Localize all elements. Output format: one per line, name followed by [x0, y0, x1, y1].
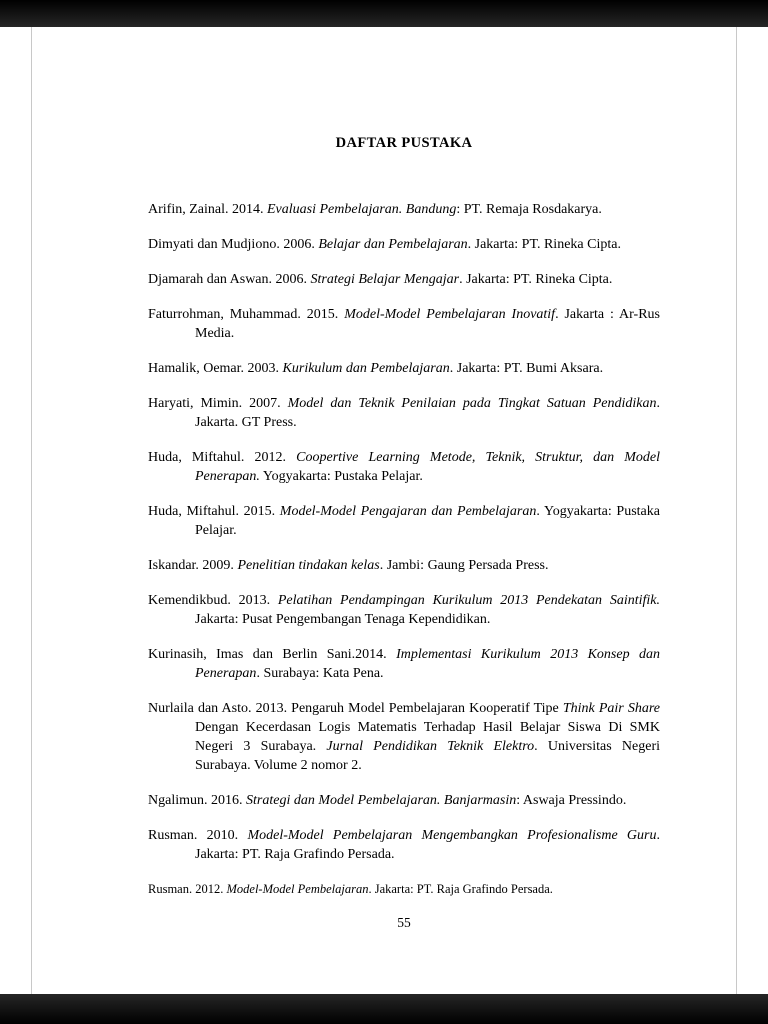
- reference-text-segment: Arifin, Zainal. 2014.: [148, 202, 267, 217]
- reference-entry: [148, 556, 660, 575]
- reference-entry: [148, 235, 660, 254]
- reference-italic-segment: Model-Model Pembelajaran Inovatif: [344, 307, 556, 322]
- reference-italic-segment: Belajar dan Pembelajaran: [318, 237, 468, 252]
- reference-italic-segment: Penelitian tindakan kelas: [237, 558, 380, 573]
- reference-list: [148, 200, 660, 899]
- reference-text-segment: . Jakarta: PT. Rineka Cipta.: [467, 237, 621, 252]
- reference-italic-segment: Strategi Belajar Mengajar: [310, 272, 460, 287]
- reference-entry: [148, 645, 660, 683]
- reference-text-segment: Ngalimun. 2016.: [148, 793, 246, 808]
- reference-text-segment: . Jakarta: PT. Raja Grafindo Persada.: [368, 882, 553, 896]
- reference-text-segment: Huda, Miftahul. 2012.: [148, 450, 297, 465]
- reference-entry: [148, 880, 660, 899]
- reference-text-segment: : Aswaja Pressindo.: [516, 793, 627, 808]
- reference-entry: [148, 200, 660, 219]
- reference-text-segment: . Jakarta : Ar-Rus Media.: [195, 307, 660, 341]
- reference-text-segment: Nurlaila dan Asto. 2013. Pengaruh Model Pembelajaran Kooperatif Tipe: [148, 701, 563, 716]
- page-title: DAFTAR PUSTAKA: [335, 135, 473, 151]
- reference-entry: [148, 699, 660, 775]
- page-number: 55: [397, 915, 411, 930]
- reference-text-segment: . Universitas Negeri Surabaya. Volume 2 nomor 2.: [195, 739, 661, 773]
- reference-text-segment: Hamalik, Oemar. 2003.: [148, 361, 283, 376]
- reference-entry: [148, 270, 660, 289]
- reference-text-segment: . Jakarta: PT. Raja Grafindo Persada.: [195, 828, 660, 862]
- reference-text-segment: Kurinasih, Imas dan Berlin Sani.2014.: [148, 647, 397, 662]
- reference-entry: [148, 394, 660, 432]
- viewer-bottom-edge: [0, 994, 768, 1024]
- reference-text-segment: Huda, Miftahul. 2015.: [148, 504, 280, 519]
- reference-text-segment: Dengan Kecerdasan Logis Matematis Terhadap Hasil Belajar Siswa Di SMK Negeri 3 Surabaya.: [195, 720, 660, 754]
- reference-text-segment: . Surabaya: Kata Pena.: [256, 666, 384, 681]
- reference-text-segment: Rusman. 2012.: [148, 882, 227, 896]
- reference-text-segment: Dimyati dan Mudjiono. 2006.: [148, 237, 319, 252]
- reference-text-segment: Faturrohman, Muhammad. 2015.: [148, 307, 345, 322]
- reference-entry: [148, 359, 660, 378]
- viewer-top-edge: [0, 0, 768, 27]
- reference-italic-segment: Think Pair Share: [562, 701, 660, 716]
- reference-italic-segment: Coopertive Learning Metode, Teknik, Struktur, dan Model Penerapan.: [195, 450, 660, 484]
- reference-text-segment: . Yogyakarta: Pustaka Pelajar.: [195, 504, 660, 538]
- reference-text-segment: Haryati, Mimin. 2007.: [148, 396, 288, 411]
- reference-entry: [148, 591, 660, 629]
- reference-italic-segment: Strategi dan Model Pembelajaran. Banjarmasin: [246, 793, 517, 808]
- document-page: [32, 27, 736, 994]
- reference-text-segment: : PT. Remaja Rosdakarya.: [456, 202, 602, 217]
- reference-text-segment: . Jakarta: PT. Bumi Aksara.: [449, 361, 604, 376]
- reference-italic-segment: Pelatihan Pendampingan Kurikulum 2013 Pendekatan Saintifik.: [277, 593, 660, 608]
- reference-text-segment: . Jambi: Gaung Persada Press.: [379, 558, 549, 573]
- reference-text-segment: Iskandar. 2009.: [148, 558, 238, 573]
- reference-italic-segment: Evaluasi Pembelajaran. Bandung: [266, 202, 457, 217]
- reference-text-segment: Djamarah dan Aswan. 2006.: [148, 272, 311, 287]
- reference-text-segment: Jakarta: Pusat Pengembangan Tenaga Kependidikan.: [195, 612, 491, 627]
- reference-italic-segment: Model dan Teknik Penilaian pada Tingkat Satuan Pendidikan: [287, 396, 657, 411]
- reference-entry: [148, 448, 660, 486]
- reference-text-segment: Yogyakarta: Pustaka Pelajar.: [259, 469, 423, 484]
- reference-text-segment: Rusman. 2010.: [148, 828, 248, 843]
- reference-entry: [148, 305, 660, 343]
- reference-italic-segment: Model-Model Pengajaran dan Pembelajaran: [279, 504, 537, 519]
- reference-entry: [148, 502, 660, 540]
- reference-entry: [148, 791, 660, 810]
- reference-text-segment: Kemendikbud. 2013.: [148, 593, 278, 608]
- reference-italic-segment: Kurikulum dan Pembelajaran: [282, 361, 450, 376]
- page-right-edge: [736, 27, 737, 994]
- reference-italic-segment: Jurnal Pendidikan Teknik Elektro: [326, 739, 535, 754]
- reference-italic-segment: Model-Model Pembelajaran: [226, 882, 369, 896]
- reference-text-segment: . Jakarta. GT Press.: [195, 396, 660, 430]
- reference-italic-segment: Implementasi Kurikulum 2013 Konsep dan Penerapan: [195, 647, 660, 681]
- reference-text-segment: . Jakarta: PT. Rineka Cipta.: [459, 272, 613, 287]
- reference-entry: [148, 826, 660, 864]
- reference-italic-segment: Model-Model Pembelajaran Mengembangkan Profesionalisme Guru: [247, 828, 657, 843]
